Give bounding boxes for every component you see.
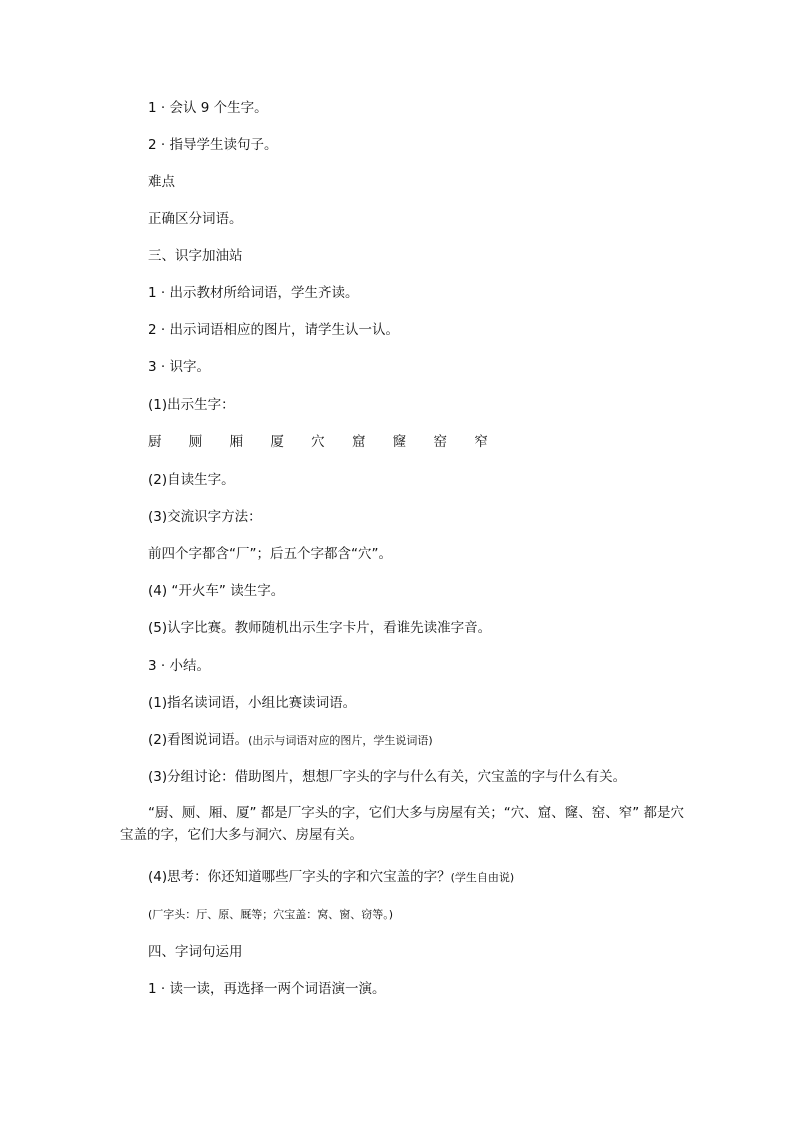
summary-4-main: (4)思考：你还知道哪些厂字头的字和穴宝盖的字？ <box>148 869 451 885</box>
substep-3: (3)交流识字方法： <box>148 509 262 525</box>
substep-1: (1)出示生字： <box>148 397 235 413</box>
examples-note: (厂字头：厅、原、厩等；穴宝盖：窝、窗、窃等。) <box>148 908 394 921</box>
activity-1: 1 · 读一读，再选择一两个词语演一演。 <box>148 981 386 997</box>
summary-2-note: (出示与词语对应的图片，学生说词语) <box>248 734 433 747</box>
step-2: 2 · 出示词语相应的图片，请学生认一认。 <box>148 322 399 338</box>
substep-2: (2)自读生字。 <box>148 472 235 488</box>
explanation-paragraph: “厨、厕、厢、厦” 都是厂字头的字，它们大多与房屋有关；“穴、窟、窿、窑、窄” 都是穴宝盖的字，它们大多与洞穴、房屋有关。 <box>120 805 685 843</box>
step-3: 3 · 识字。 <box>148 359 210 375</box>
objective-1: 1 · 会认 9 个生字。 <box>148 100 268 116</box>
difficulty-heading: 难点 <box>148 174 175 190</box>
summary-2 <box>148 731 433 750</box>
method-text: 前四个字都含“厂”；后五个字都含“穴”。 <box>148 546 392 562</box>
summary-3: (3)分组讨论：借助图片，想想厂字头的字与什么有关，穴宝盖的字与什么有关。 <box>148 769 627 785</box>
substep-5: (5)认字比赛。教师随机出示生字卡片，看谁先读准字音。 <box>148 620 492 636</box>
summary-2-main: (2)看图说词语。 <box>148 732 249 748</box>
section-3-heading: 三、识字加油站 <box>148 248 243 264</box>
substep-4: (4) “开火车” 读生字。 <box>148 583 285 599</box>
section-4-heading: 四、字词句运用 <box>148 944 243 960</box>
objective-2: 2 · 指导学生读句子。 <box>148 137 278 153</box>
summary-4 <box>148 868 514 887</box>
summary-heading: 3 · 小结。 <box>148 658 210 674</box>
new-characters: 厨 厕 厢 厦 穴 窟 窿 窑 窄 <box>148 434 500 450</box>
difficulty-text: 正确区分词语。 <box>148 211 243 227</box>
step-1: 1 · 出示教材所给词语，学生齐读。 <box>148 285 359 301</box>
summary-1: (1)指名读词语，小组比赛读词语。 <box>148 695 357 711</box>
summary-4-note: (学生自由说) <box>450 871 515 884</box>
